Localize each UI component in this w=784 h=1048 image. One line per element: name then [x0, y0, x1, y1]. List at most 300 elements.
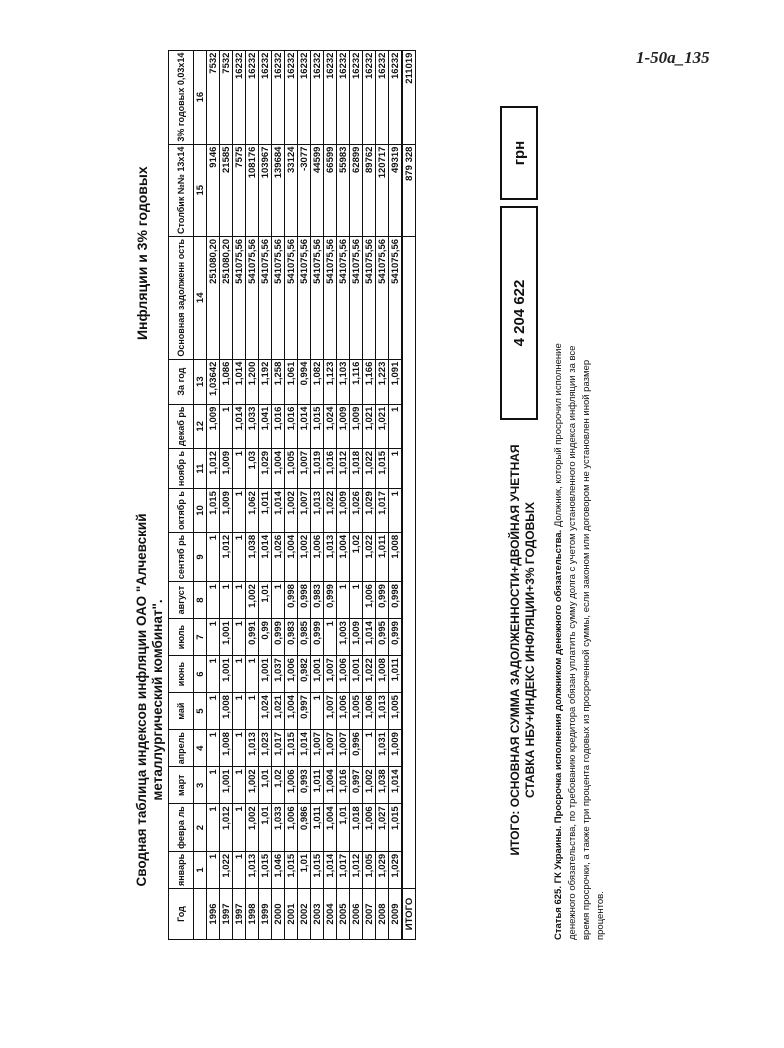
table-cell: 1,022 [363, 448, 376, 488]
column-number: 1 [194, 851, 207, 888]
table-cell: 1,014 [324, 851, 337, 888]
table-cell: 1,022 [363, 656, 376, 693]
table-cell: 1,013 [311, 489, 324, 533]
table-cell: 21585 [220, 144, 233, 236]
table-cell: 1 [233, 767, 246, 804]
table-cell: 0,997 [298, 693, 311, 730]
table-cell: 1 [207, 619, 220, 656]
table-cell: 16232 [337, 50, 350, 144]
column-number: 5 [194, 693, 207, 730]
table-cell: 1,014 [259, 532, 272, 581]
summary-label: ИТОГО: ОСНОВНАЯ СУММА ЗАДОЛЖЕННОСТИ+ДВОЙНАЯ УЧЕТНАЯ СТАВКА НБУ+ИНДЕКС ИНФЛЯЦИИ+3% ГОДОВЫХ [508, 444, 537, 856]
table-cell: 1,006 [285, 804, 298, 852]
table-cell: 1,01 [259, 582, 272, 619]
table-cell: 16232 [233, 50, 246, 144]
table-cell: 1,007 [298, 448, 311, 488]
table-cell: 16232 [376, 50, 389, 144]
table-cell: 16232 [389, 50, 403, 144]
table-cell: 1,223 [376, 359, 389, 404]
table-cell: 16232 [311, 50, 324, 144]
table-cell: 1,029 [389, 851, 403, 888]
year-cell: 2000 [272, 889, 285, 940]
table-cell: 1,016 [324, 448, 337, 488]
table-cell: 1 [220, 404, 233, 448]
table-cell: 1,008 [220, 693, 233, 730]
year-cell: 1998 [246, 889, 259, 940]
summary-currency: грн [510, 140, 528, 166]
table-cell: 1,004 [337, 532, 350, 581]
table-cell: 1 [233, 619, 246, 656]
table-cell: 541075,56 [272, 236, 285, 359]
year-cell: 1997 [233, 889, 246, 940]
table-cell: 1,007 [311, 730, 324, 767]
column-number: 14 [194, 236, 207, 359]
table-row [298, 50, 311, 939]
table-cell: 1,029 [363, 489, 376, 533]
table-cell: 541075,56 [389, 236, 403, 359]
table-cell: 1,003 [337, 619, 350, 656]
column-header: февра ль [169, 804, 194, 852]
table-cell: 120717 [376, 144, 389, 236]
table-cell: 33124 [285, 144, 298, 236]
table-cell: 0,999 [324, 582, 337, 619]
column-number: 15 [194, 144, 207, 236]
table-cell: 1,086 [220, 359, 233, 404]
year-cell: 2004 [324, 889, 337, 940]
table-cell: 541075,56 [376, 236, 389, 359]
table-cell: 1,006 [337, 656, 350, 693]
document-subtitle: Инфляции и 3% годовых [134, 166, 150, 340]
table-cell: 0,982 [298, 656, 311, 693]
table-cell: 1,007 [324, 693, 337, 730]
table-cell: 1,015 [311, 404, 324, 448]
table-cell: 9146 [207, 144, 220, 236]
table-cell: 0,996 [350, 730, 363, 767]
table-cell: 1,004 [324, 804, 337, 852]
table-total-row [402, 50, 416, 939]
total-label: ИТОГО [402, 889, 416, 940]
column-header: январь [169, 851, 194, 888]
table-cell: 1,116 [350, 359, 363, 404]
column-number: 2 [194, 804, 207, 852]
column-header: август [169, 582, 194, 619]
table-cell: 0,999 [389, 619, 403, 656]
year-cell: 2002 [298, 889, 311, 940]
table-cell: 0,994 [298, 359, 311, 404]
year-cell: 2009 [389, 889, 403, 940]
table-cell: 1 [233, 582, 246, 619]
table-cell: 1 [324, 619, 337, 656]
table-row [246, 50, 259, 939]
year-cell: 1999 [259, 889, 272, 940]
column-number: 4 [194, 730, 207, 767]
column-header: март [169, 767, 194, 804]
table-cell: 1,001 [311, 656, 324, 693]
table-cell: 1,021 [272, 693, 285, 730]
table-cell: 0,998 [285, 582, 298, 619]
table-cell: 541075,56 [285, 236, 298, 359]
table-cell: 1,011 [259, 489, 272, 533]
table-cell: 16232 [246, 50, 259, 144]
table-cell: 541075,56 [233, 236, 246, 359]
table-cell: 44599 [311, 144, 324, 236]
table-cell: 1,001 [220, 767, 233, 804]
table-cell: 1,009 [350, 619, 363, 656]
table-header-row [169, 50, 194, 939]
table-cell: 0,983 [285, 619, 298, 656]
table-cell: 1,011 [376, 532, 389, 581]
table-cell: 1,015 [389, 804, 403, 852]
table-row [272, 50, 285, 939]
table-cell: 1 [207, 532, 220, 581]
table-cell: 1,015 [207, 489, 220, 533]
table-cell: 1 [233, 851, 246, 888]
table-row [311, 50, 324, 939]
column-number: 8 [194, 582, 207, 619]
table-cell: 1,009 [350, 404, 363, 448]
column-header: 3% годовых 0,03х14 [169, 50, 194, 144]
table-row [324, 50, 337, 939]
table-row [363, 50, 376, 939]
article-heading: Статья 625. ГК Украины. Просрочка исполнения должником денежного обязательства. [553, 529, 564, 940]
table-cell: 1 [233, 656, 246, 693]
table-cell: 1 [233, 693, 246, 730]
table-cell: 1,012 [207, 448, 220, 488]
table-cell: 1 [207, 767, 220, 804]
column-header: Год [169, 889, 194, 940]
table-cell: 1,009 [337, 489, 350, 533]
table-cell: 1,091 [389, 359, 403, 404]
table-cell: 16232 [298, 50, 311, 144]
table-cell: 1,008 [376, 656, 389, 693]
table-cell: 1,015 [311, 851, 324, 888]
table-cell: 0,995 [376, 619, 389, 656]
table-row [376, 50, 389, 939]
table-cell: 1 [337, 582, 350, 619]
table-cell: 1 [207, 730, 220, 767]
table-cell: 0,999 [311, 619, 324, 656]
table-cell: 1,012 [220, 804, 233, 852]
table-cell: 1,008 [220, 730, 233, 767]
table-cell: 1,006 [363, 804, 376, 852]
year-cell: 2007 [363, 889, 376, 940]
table-cell: 1,007 [324, 656, 337, 693]
table-cell: 1,016 [285, 404, 298, 448]
table-cell: 1,002 [246, 582, 259, 619]
table-cell: 1,013 [324, 532, 337, 581]
table-cell: 0,999 [376, 582, 389, 619]
table-cell: 55983 [337, 144, 350, 236]
table-cell: 1,038 [246, 532, 259, 581]
table-cell: 1,011 [311, 767, 324, 804]
table-cell: 1 [389, 448, 403, 488]
table-cell: 1,019 [311, 448, 324, 488]
year-cell: 2005 [337, 889, 350, 940]
column-header: декаб рь [169, 404, 194, 448]
table-cell: 1,192 [259, 359, 272, 404]
column-number: 16 [194, 50, 207, 144]
table-cell: 1,013 [376, 693, 389, 730]
table-cell: 251080,20 [220, 236, 233, 359]
table-cell: 1,007 [324, 730, 337, 767]
table-cell: 1,013 [246, 730, 259, 767]
table-cell: 1,015 [259, 851, 272, 888]
column-header: май [169, 693, 194, 730]
table-cell: 1,005 [363, 851, 376, 888]
table-cell: 541075,56 [324, 236, 337, 359]
table-cell: 1,01 [298, 851, 311, 888]
table-cell: 1,006 [363, 582, 376, 619]
column-number: 3 [194, 767, 207, 804]
table-cell: 1,002 [246, 804, 259, 852]
table-cell: 1,016 [337, 767, 350, 804]
article-body: Должник, который просрочил исполнение денежного обязательства, по требованию кредитора обязан уплатить сумму долга с учетом установленного индекса инфляции за все время просрочки, а также три процента годовых из просроченной суммы, если законом или договором не установлен иной размер процентов. [553, 343, 606, 940]
table-cell: 1,015 [285, 730, 298, 767]
column-header: ноябр ь [169, 448, 194, 488]
table-cell: 7532 [220, 50, 233, 144]
table-cell: 1,02 [350, 532, 363, 581]
table-cell: 1,005 [389, 693, 403, 730]
table-number-row [194, 50, 207, 939]
year-cell: 2006 [350, 889, 363, 940]
table-cell: 1,061 [285, 359, 298, 404]
table-cell: 1,029 [376, 851, 389, 888]
table-cell: 1,166 [363, 359, 376, 404]
table-cell: 0,999 [272, 619, 285, 656]
legal-article [552, 320, 608, 940]
table-cell: 1,200 [246, 359, 259, 404]
table-cell: 1,015 [285, 851, 298, 888]
table-cell: 1,018 [350, 804, 363, 852]
summary-amount: 4 204 622 [510, 279, 528, 347]
table-cell: 1,001 [220, 656, 233, 693]
inflation-table [168, 50, 416, 940]
table-cell: 7532 [207, 50, 220, 144]
table-cell: 1 [389, 489, 403, 533]
table-cell: 1,021 [363, 404, 376, 448]
table-cell: 1,002 [363, 767, 376, 804]
total-col16: 211019 [402, 50, 416, 144]
table-cell: 1,007 [337, 730, 350, 767]
table-cell: 1 [311, 693, 324, 730]
table-cell: 541075,56 [337, 236, 350, 359]
table-cell: 1,123 [324, 359, 337, 404]
table-row [259, 50, 272, 939]
table-cell: 1,024 [324, 404, 337, 448]
column-number [194, 889, 207, 940]
table-cell: 16232 [272, 50, 285, 144]
table-cell: 1,012 [337, 448, 350, 488]
table-cell: 1,029 [259, 448, 272, 488]
table-cell: 1,009 [220, 448, 233, 488]
table-cell: 1,258 [272, 359, 285, 404]
table-cell: 1,005 [285, 448, 298, 488]
table-cell: 1,017 [337, 851, 350, 888]
table-cell: 1,012 [350, 851, 363, 888]
table-cell: 541075,56 [311, 236, 324, 359]
table-cell: 1,001 [259, 656, 272, 693]
document-title: Сводная таблица индексов инфляции ОАО "Алчевский металлургический комбинат". [134, 513, 165, 887]
table-cell: -3077 [298, 144, 311, 236]
table-cell: 1,004 [285, 693, 298, 730]
table-cell: 16232 [363, 50, 376, 144]
column-header: сентяб рь [169, 532, 194, 581]
table-cell: 1,009 [337, 404, 350, 448]
table-cell: 1,013 [246, 851, 259, 888]
table-cell: 103967 [259, 144, 272, 236]
table-cell: 1 [233, 532, 246, 581]
table-cell: 16232 [259, 50, 272, 144]
table-cell: 1,015 [376, 448, 389, 488]
table-cell: 1,026 [350, 489, 363, 533]
table-cell: 1,01 [259, 804, 272, 852]
table-cell: 541075,56 [298, 236, 311, 359]
table-cell: 1,009 [207, 404, 220, 448]
table-cell: 1,046 [272, 851, 285, 888]
summary-amount-box [500, 206, 538, 420]
table-cell: 0,985 [298, 619, 311, 656]
table-cell: 1,002 [298, 532, 311, 581]
year-cell: 2003 [311, 889, 324, 940]
table-cell: 139684 [272, 144, 285, 236]
column-number: 13 [194, 359, 207, 404]
table-cell: 62899 [350, 144, 363, 236]
table-cell: 1 [207, 656, 220, 693]
table-cell: 541075,56 [259, 236, 272, 359]
table-cell: 541075,56 [350, 236, 363, 359]
column-number: 11 [194, 448, 207, 488]
table-cell: 1,002 [285, 489, 298, 533]
column-header: июнь [169, 656, 194, 693]
table-cell: 1,006 [285, 767, 298, 804]
table-cell: 541075,56 [363, 236, 376, 359]
table-cell: 1,009 [220, 489, 233, 533]
table-cell: 0,99 [259, 619, 272, 656]
table-row [337, 50, 350, 939]
column-header: апрель [169, 730, 194, 767]
column-header: Столбик №№ 13х14 [169, 144, 194, 236]
table-cell: 541075,56 [246, 236, 259, 359]
table-cell: 1,026 [272, 532, 285, 581]
table-row [233, 50, 246, 939]
table-cell: 1,004 [324, 767, 337, 804]
table-cell: 1,03642 [207, 359, 220, 404]
table-cell: 1,002 [246, 767, 259, 804]
total-spacer [402, 236, 416, 888]
table-cell: 1,001 [220, 619, 233, 656]
column-header: июль [169, 619, 194, 656]
table-cell: 1 [389, 404, 403, 448]
table-cell: 1,017 [376, 489, 389, 533]
table-cell: 1 [272, 582, 285, 619]
year-cell: 1996 [207, 889, 220, 940]
table-cell: 1,02 [272, 767, 285, 804]
table-cell: 1 [233, 804, 246, 852]
table-cell: 1,01 [337, 804, 350, 852]
summary-currency-box [500, 106, 538, 200]
table-cell: 1 [246, 693, 259, 730]
table-cell: 1,018 [350, 448, 363, 488]
table-cell: 1,009 [389, 730, 403, 767]
table-cell: 7575 [233, 144, 246, 236]
column-header: Основная задолженн ость [169, 236, 194, 359]
table-cell: 1,011 [311, 804, 324, 852]
column-number: 7 [194, 619, 207, 656]
table-cell: 1,006 [311, 532, 324, 581]
table-cell: 1 [207, 804, 220, 852]
table-cell: 1,014 [233, 404, 246, 448]
table-cell: 1,041 [259, 404, 272, 448]
table-cell: 0,983 [311, 582, 324, 619]
table-cell: 1,03 [246, 448, 259, 488]
table-row [220, 50, 233, 939]
table-cell: 1,006 [285, 656, 298, 693]
table-cell: 1,004 [272, 448, 285, 488]
table-cell: 16232 [285, 50, 298, 144]
table-cell: 1,031 [376, 730, 389, 767]
table-cell: 49319 [389, 144, 403, 236]
table-cell: 1,014 [233, 359, 246, 404]
table-row [285, 50, 298, 939]
table-cell: 1,014 [298, 404, 311, 448]
table-cell: 108176 [246, 144, 259, 236]
column-number: 9 [194, 532, 207, 581]
table-cell: 16232 [350, 50, 363, 144]
table-cell: 1,014 [389, 767, 403, 804]
table-cell: 1,024 [259, 693, 272, 730]
table-cell: 1,014 [272, 489, 285, 533]
table-cell: 1,022 [363, 532, 376, 581]
table-cell: 1,103 [337, 359, 350, 404]
year-cell: 2001 [285, 889, 298, 940]
table-cell: 1,021 [376, 404, 389, 448]
table-cell: 251080,20 [207, 236, 220, 359]
table-cell: 1,023 [259, 730, 272, 767]
table-cell: 1,014 [363, 619, 376, 656]
table-cell: 1 [233, 489, 246, 533]
table-cell: 1,004 [285, 532, 298, 581]
table-cell: 16232 [324, 50, 337, 144]
table-cell: 1,037 [272, 656, 285, 693]
column-header: За год [169, 359, 194, 404]
table-cell: 1,01 [259, 767, 272, 804]
table-row [350, 50, 363, 939]
column-number: 12 [194, 404, 207, 448]
table-cell: 1 [220, 582, 233, 619]
table-cell: 1,008 [389, 532, 403, 581]
table-cell: 1,014 [298, 730, 311, 767]
table-cell: 1,033 [246, 404, 259, 448]
column-header: октябр ь [169, 489, 194, 533]
table-cell: 1 [350, 582, 363, 619]
table-cell: 1,017 [272, 730, 285, 767]
table-cell: 1 [233, 448, 246, 488]
column-number: 10 [194, 489, 207, 533]
table-cell: 1,001 [350, 656, 363, 693]
year-cell: 2008 [376, 889, 389, 940]
table-cell: 1 [233, 730, 246, 767]
table-cell: 1 [207, 582, 220, 619]
table-cell: 1 [363, 730, 376, 767]
table-row [389, 50, 403, 939]
table-cell: 0,998 [298, 582, 311, 619]
table-cell: 1,062 [246, 489, 259, 533]
table-cell: 1 [207, 693, 220, 730]
year-cell: 1997 [220, 889, 233, 940]
table-cell: 66599 [324, 144, 337, 236]
table-cell: 1,011 [389, 656, 403, 693]
table-cell: 1 [207, 851, 220, 888]
